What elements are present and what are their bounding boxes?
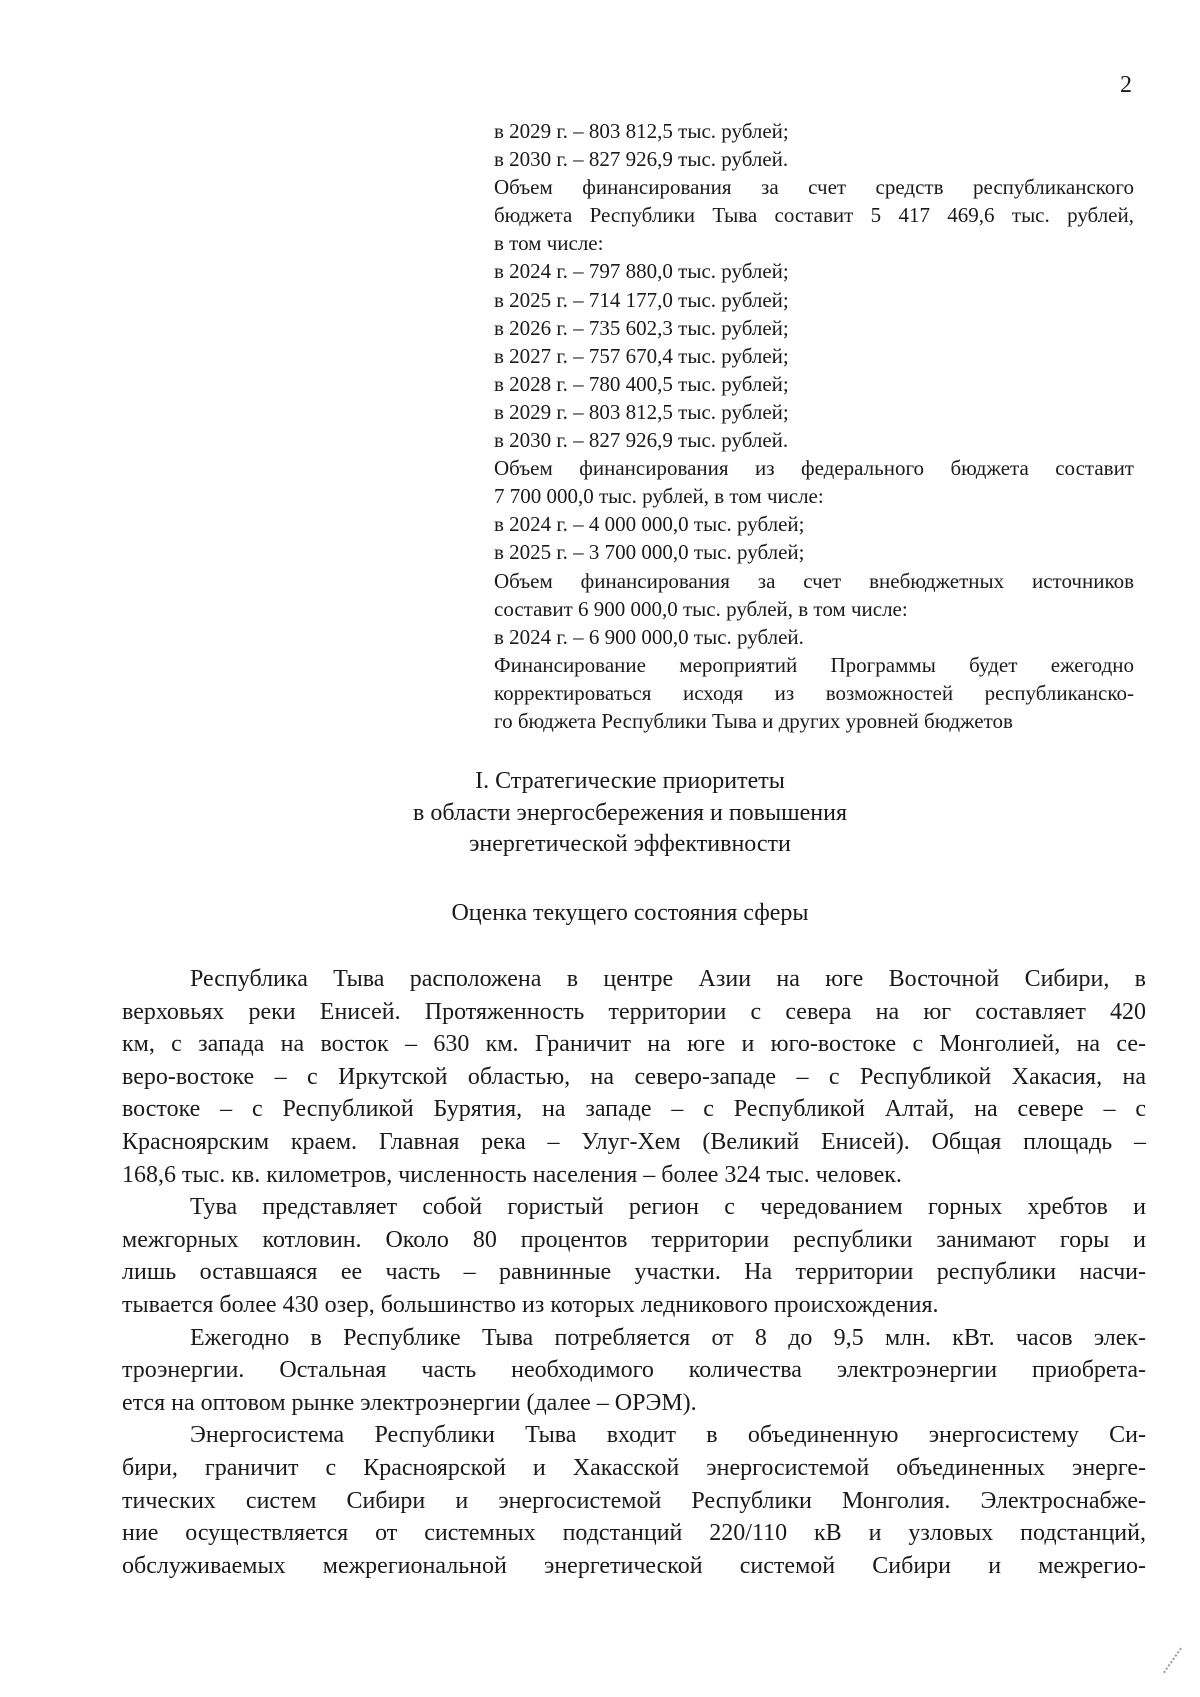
funding-line: в 2024 г. – 797 880,0 тыс. рублей;	[494, 259, 789, 284]
scan-mark	[1163, 1648, 1195, 1683]
funding-line: Объем финансирования за счет средств республиканского	[494, 175, 1134, 200]
body-line: Энергосистема Республики Тыва входит в объединенную энергосистему Си-	[190, 1422, 1146, 1449]
body-line: ние осуществляется от системных подстанций 220/110 кВ и узловых подстанций,	[122, 1520, 1146, 1547]
body-line: лишь оставшаяся ее часть – равнинные участки. На территории республики насчи-	[122, 1259, 1146, 1286]
funding-line: в 2027 г. – 757 670,4 тыс. рублей;	[494, 343, 789, 368]
body-line: обслуживаемых межрегиональной энергетической системой Сибири и межрегио-	[122, 1552, 1146, 1579]
body-line: бири, граничит с Красноярской и Хакасской энергосистемой объединенных энерге-	[122, 1454, 1146, 1481]
body-line: 168,6 тыс. кв. километров, численность населения – более 324 тыс. человек.	[122, 1161, 902, 1188]
subheading	[300, 898, 960, 930]
body-line: км, с запада на восток – 630 км. Граничит на юге и юго-востоке с Монголией, на се-	[122, 1031, 1146, 1058]
section-heading-line: в области энергосбережения и повышения	[413, 799, 847, 826]
section-heading	[300, 766, 960, 861]
body-line: веро-востоке – с Иркутской областью, на северо-западе – с Республикой Хакасия, на	[122, 1063, 1146, 1090]
body-line: тических систем Сибири и энергосистемой Республики Монголия. Электроснабже-	[122, 1487, 1146, 1514]
body-line: Ежегодно в Республике Тыва потребляется от 8 до 9,5 млн. кВт. часов элек-	[190, 1324, 1146, 1351]
funding-line: 7 700 000,0 тыс. рублей, в том числе:	[494, 484, 824, 509]
body-line: Тува представляет собой гористый регион с чередованием горных хребтов и	[190, 1194, 1146, 1221]
funding-line: в 2025 г. – 3 700 000,0 тыс. рублей;	[494, 540, 805, 565]
funding-line: в 2030 г. – 827 926,9 тыс. рублей.	[494, 147, 789, 172]
funding-line: в 2024 г. – 4 000 000,0 тыс. рублей;	[494, 512, 805, 537]
funding-line: в 2024 г. – 6 900 000,0 тыс. рублей.	[494, 624, 804, 649]
funding-line: бюджета Республики Тыва составит 5 417 469,6 тыс. рублей,	[494, 203, 1134, 228]
funding-line: го бюджета Республики Тыва и других уровней бюджетов	[494, 708, 1013, 733]
funding-line: в 2029 г. – 803 812,5 тыс. рублей;	[494, 399, 789, 424]
body-line: Красноярским краем. Главная река – Улуг-Хем (Великий Енисей). Общая площадь –	[122, 1128, 1146, 1155]
funding-line: в 2026 г. – 735 602,3 тыс. рублей;	[494, 315, 789, 340]
funding-line: в 2029 г. – 803 812,5 тыс. рублей;	[494, 119, 789, 143]
body-line: верховьях реки Енисей. Протяженность территории с севера на юг составляет 420	[122, 998, 1146, 1025]
section-heading-line: I. Стратегические приоритеты	[475, 768, 785, 794]
funding-line: составит 6 900 000,0 тыс. рублей, в том числе:	[494, 596, 908, 621]
body-line: троэнергии. Остальная часть необходимого количества электроэнергии приобрета-	[122, 1357, 1146, 1384]
subheading-text: Оценка текущего состояния сферы	[451, 900, 809, 926]
funding-line: Объем финансирования из федерального бюджета составит	[494, 456, 1134, 481]
body-line: межгорных котловин. Около 80 процентов территории республики занимают горы и	[122, 1226, 1146, 1253]
funding-line: в 2028 г. – 780 400,5 тыс. рублей;	[494, 371, 789, 396]
body-line: ется на оптовом рынке электроэнергии (далее – ОРЭМ).	[122, 1389, 697, 1416]
funding-line: в том числе:	[494, 231, 604, 256]
funding-line: в 2025 г. – 714 177,0 тыс. рублей;	[494, 287, 789, 312]
funding-line: корректироваться исходя из возможностей республиканско-	[494, 680, 1134, 705]
page-number: 2	[1120, 72, 1132, 98]
funding-block	[494, 117, 1134, 735]
funding-line: в 2030 г. – 827 926,9 тыс. рублей.	[494, 428, 789, 453]
body-text	[122, 963, 1146, 1582]
body-line: Республика Тыва расположена в центре Азии на юге Восточной Сибири, в	[190, 966, 1146, 992]
funding-line: Объем финансирования за счет внебюджетных источников	[494, 568, 1134, 593]
funding-line: Финансирование мероприятий Программы будет ежегодно	[494, 652, 1134, 677]
body-line: тывается более 430 озер, большинство из которых ледникового происхождения.	[122, 1291, 939, 1318]
section-heading-line: энергетической эффективности	[469, 831, 791, 857]
body-line: востоке – с Республикой Бурятия, на западе – с Республикой Алтай, на севере – с	[122, 1096, 1146, 1123]
